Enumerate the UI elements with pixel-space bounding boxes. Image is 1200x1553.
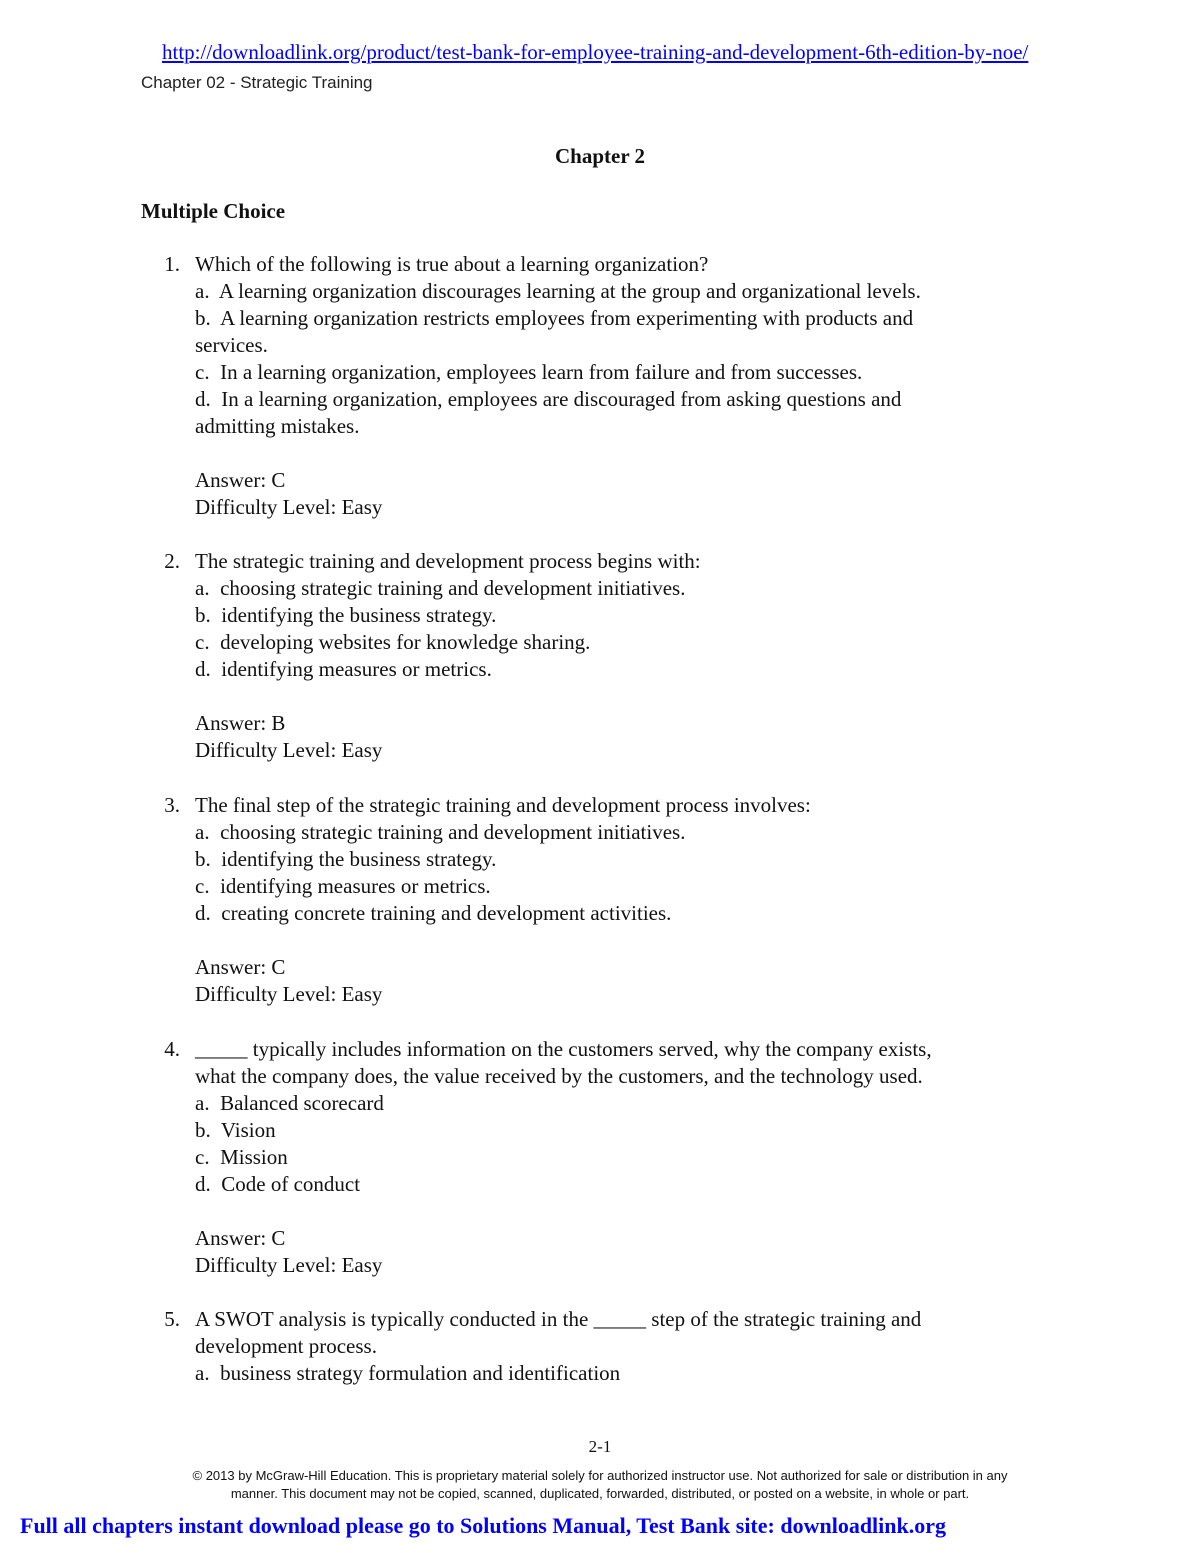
answer-option: a. A learning organization discourages learning at the group and organizational levels. [195, 279, 921, 303]
answer-option: admitting mistakes. [195, 414, 360, 438]
question-stem: The final step of the strategic training and development process involves: [195, 793, 811, 817]
question-stem: _____ typically includes information on the customers served, why the company exists, [195, 1037, 932, 1061]
answer-key: Answer: C [195, 1226, 286, 1250]
copyright-notice [0, 1467, 1200, 1503]
answer-option: d. creating concrete training and development activities. [195, 901, 672, 925]
chapter-title: Chapter 2 [554, 144, 646, 168]
question-stem: development process. [195, 1334, 377, 1358]
question-number: 1. [164, 252, 180, 276]
answer-key: Answer: C [195, 468, 286, 492]
answer-option: a. Balanced scorecard [195, 1091, 384, 1115]
answer-option: b. A learning organization restricts employees from experimenting with products and [195, 306, 914, 330]
section-title: Multiple Choice [141, 199, 286, 223]
difficulty-level: Difficulty Level: Easy [195, 738, 383, 762]
question-stem: A SWOT analysis is typically conducted in the _____ step of the strategic training and [195, 1307, 922, 1331]
page-number: 2-1 [588, 1437, 612, 1456]
difficulty-level: Difficulty Level: Easy [195, 982, 383, 1006]
promo-download-link[interactable]: Full all chapters instant download please go to Solutions Manual, Test Bank site: downloadlink.org [20, 1513, 947, 1538]
difficulty-level: Difficulty Level: Easy [195, 495, 383, 519]
question-number: 2. [164, 549, 180, 573]
answer-option: d. identifying measures or metrics. [195, 657, 492, 681]
answer-option: a. choosing strategic training and development initiatives. [195, 820, 686, 844]
difficulty-level: Difficulty Level: Easy [195, 1253, 383, 1277]
answer-option: b. identifying the business strategy. [195, 847, 497, 871]
answer-option: d. Code of conduct [195, 1172, 361, 1196]
answer-option: c. developing websites for knowledge sharing. [195, 630, 591, 654]
question-number: 5. [164, 1307, 180, 1331]
answer-key: Answer: C [195, 955, 286, 979]
answer-option: c. identifying measures or metrics. [195, 874, 491, 898]
running-head: Chapter 02 - Strategic Training [141, 73, 373, 92]
answer-option: b. identifying the business strategy. [195, 603, 497, 627]
question-stem: what the company does, the value received by the customers, and the technology used. [195, 1064, 923, 1088]
question-number: 4. [164, 1037, 180, 1061]
answer-option: services. [195, 333, 268, 357]
answer-option: d. In a learning organization, employees are discouraged from asking questions and [195, 387, 902, 411]
answer-option: c. Mission [195, 1145, 288, 1169]
question-number: 3. [164, 793, 180, 817]
header-url-link[interactable]: http://downloadlink.org/product/test-bank-for-employee-training-and-development-6th-edition-by-noe/ [162, 40, 1029, 64]
question-stem: Which of the following is true about a learning organization? [195, 252, 709, 276]
answer-option: c. In a learning organization, employees learn from failure and from successes. [195, 360, 863, 384]
answer-option: a. business strategy formulation and identification [195, 1361, 621, 1385]
answer-option: b. Vision [195, 1118, 276, 1142]
question-stem: The strategic training and development process begins with: [195, 549, 701, 573]
answer-option: a. choosing strategic training and development initiatives. [195, 576, 686, 600]
copyright-line-1: © 2013 by McGraw-Hill Education. This is proprietary material solely for authorized instructor use. Not authorized for sale or distribution in any [192, 1468, 1008, 1483]
answer-key: Answer: B [195, 711, 286, 735]
copyright-line-2: manner. This document may not be copied, scanned, duplicated, forwarded, distributed, or posted on a website, in whole or part. [230, 1486, 970, 1501]
